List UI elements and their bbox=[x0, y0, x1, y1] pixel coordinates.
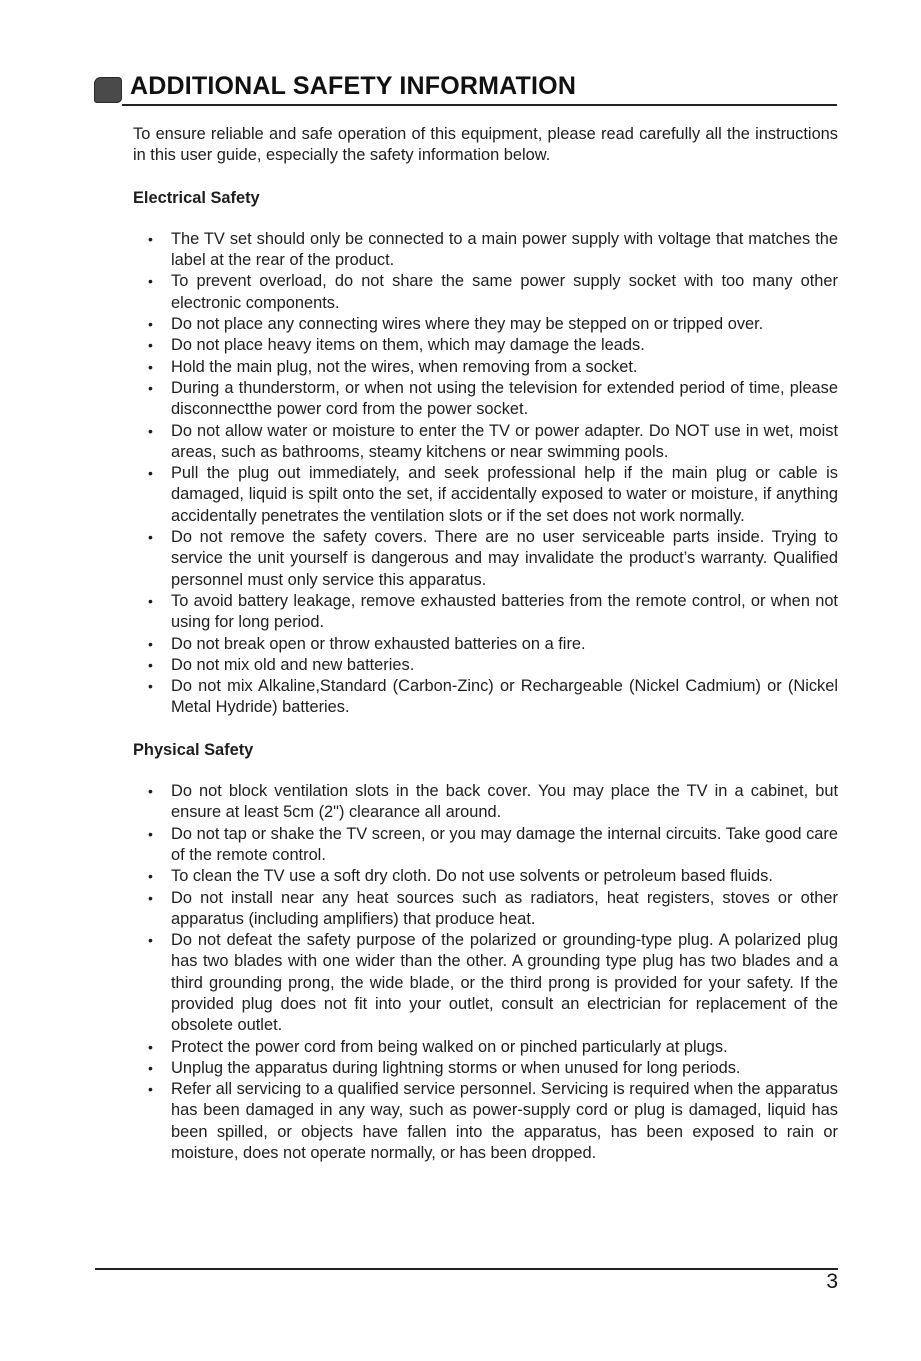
list-item-text: Protect the power cord from being walked on or pinched particularly at plugs. bbox=[171, 1037, 728, 1056]
list-item-text: Do not mix old and new batteries. bbox=[171, 655, 415, 674]
list-item bbox=[133, 824, 838, 867]
page-number: 3 bbox=[826, 1270, 838, 1293]
bullet-icon: • bbox=[148, 529, 153, 546]
header-tab-icon bbox=[94, 77, 122, 103]
list-item-text: To clean the TV use a soft dry cloth. Do not use solvents or petroleum based fluids. bbox=[171, 867, 773, 886]
list-item-text: Do not install near any heat sources such as radiators, heat registers, stoves or other apparatus (including amplifiers) that produce heat. bbox=[171, 888, 838, 928]
list-item-text: Do not defeat the safety purpose of the polarized or grounding-type plug. A polarized plug has two blades with one wider than the other. A grounding type plug has two blades and a third grounding prong, the wide blade, or the third prong is provided for your safety. If the provided plug does not fit into your outlet, consult an electrician for replacement of the obsolete outlet. bbox=[171, 931, 838, 1035]
bullet-icon: • bbox=[148, 230, 153, 247]
list-item-text: Do not place any connecting wires where they may be stepped on or tripped over. bbox=[171, 315, 764, 334]
list-item-text: Hold the main plug, not the wires, when removing from a socket. bbox=[171, 357, 638, 376]
bullet-icon: • bbox=[148, 825, 153, 842]
bullet-icon: • bbox=[148, 656, 153, 673]
list-item bbox=[133, 888, 838, 931]
list-item-text: Do not mix Alkaline,Standard (Carbon-Zinc) or Rechargeable (Nickel Cadmium) or (Nickel Metal Hydride) batteries. bbox=[171, 677, 838, 717]
bullet-icon: • bbox=[148, 273, 153, 290]
footer-rule bbox=[95, 1268, 838, 1270]
list-item-text: Do not block ventilation slots in the back cover. You may place the TV in a cabinet, but ensure at least 5cm (2") clearance all around. bbox=[171, 782, 838, 822]
bullet-icon: • bbox=[148, 592, 153, 609]
bullet-icon: • bbox=[148, 889, 153, 906]
bullet-icon: • bbox=[148, 1038, 153, 1055]
list-item bbox=[133, 1058, 838, 1079]
electrical-safety-list bbox=[133, 229, 838, 719]
bullet-icon: • bbox=[148, 783, 153, 800]
list-item-text: Do not tap or shake the TV screen, or you may damage the internal circuits. Take good care of the remote control. bbox=[171, 824, 838, 864]
list-item-text: Do not remove the safety covers. There are no user serviceable parts inside. Trying to service the unit yourself is dangerous and may invalidate the product’s warranty. Qualified personnel must only service this apparatus. bbox=[171, 528, 838, 589]
bullet-icon: • bbox=[148, 1059, 153, 1076]
list-item-text: Refer all servicing to a qualified service personnel. Servicing is required when the apparatus has been damaged in any way, such as power-supply cord or plug is damaged, liquid has been spilled, or objects have fallen into the apparatus, has been exposed to rain or moisture, does not operate normally, or has been dropped. bbox=[171, 1080, 838, 1163]
bullet-icon: • bbox=[148, 358, 153, 375]
electrical-safety-heading: Electrical Safety bbox=[133, 188, 260, 207]
list-item bbox=[133, 357, 838, 378]
list-item-text: Pull the plug out immediately, and seek professional help if the main plug or cable is damaged, liquid is spilt onto the set, if accidentally exposed to water or moisture, if anything accidentally penetrates the ventilation slots or if the set does not work normally. bbox=[171, 464, 838, 525]
page-title: ADDITIONAL SAFETY INFORMATION bbox=[130, 72, 577, 100]
bullet-icon: • bbox=[148, 635, 153, 652]
bullet-icon: • bbox=[148, 337, 153, 354]
bullet-icon: • bbox=[148, 422, 153, 439]
bullet-icon: • bbox=[148, 868, 153, 885]
intro-paragraph: To ensure reliable and safe operation of this equipment, please read carefully all the instructions in this user guide, especially the safety information below. bbox=[133, 125, 838, 165]
list-item bbox=[133, 271, 838, 314]
bullet-icon: • bbox=[148, 465, 153, 482]
list-item bbox=[133, 335, 838, 356]
bullet-icon: • bbox=[148, 932, 153, 949]
list-item-text: Do not allow water or moisture to enter the TV or power adapter. Do NOT use in wet, moist areas, such as bathrooms, steamy kitchens or near swimming pools. bbox=[171, 421, 838, 461]
page-content bbox=[133, 124, 838, 1164]
list-item bbox=[133, 314, 838, 335]
bullet-icon: • bbox=[148, 1081, 153, 1098]
list-item bbox=[133, 463, 838, 527]
list-item-text: Do not place heavy items on them, which may damage the leads. bbox=[171, 336, 645, 355]
list-item bbox=[133, 591, 838, 634]
list-item bbox=[133, 634, 838, 655]
list-item bbox=[133, 655, 838, 676]
physical-safety-list bbox=[133, 781, 838, 1164]
list-item-text: Unplug the apparatus during lightning storms or when unused for long periods. bbox=[171, 1058, 741, 1077]
list-item bbox=[133, 866, 838, 887]
list-item bbox=[133, 421, 838, 464]
list-item bbox=[133, 1079, 838, 1164]
list-item bbox=[133, 527, 838, 591]
header-rule bbox=[122, 104, 837, 106]
list-item bbox=[133, 930, 838, 1036]
bullet-icon: • bbox=[148, 316, 153, 333]
list-item-text: Do not break open or throw exhausted batteries on a fire. bbox=[171, 634, 586, 653]
list-item bbox=[133, 676, 838, 719]
bullet-icon: • bbox=[148, 678, 153, 695]
list-item bbox=[133, 378, 838, 421]
bullet-icon: • bbox=[148, 379, 153, 396]
list-item bbox=[133, 1037, 838, 1058]
list-item-text: To avoid battery leakage, remove exhausted batteries from the remote control, or when not using for long period. bbox=[171, 591, 838, 632]
list-item bbox=[133, 781, 838, 824]
list-item bbox=[133, 229, 838, 272]
list-item-text: During a thunderstorm, or when not using the television for extended period of time, please disconnectthe power cord from the power socket. bbox=[171, 378, 838, 419]
section-header bbox=[94, 74, 837, 106]
physical-safety-heading: Physical Safety bbox=[133, 740, 254, 759]
list-item-text: The TV set should only be connected to a main power supply with voltage that matches the label at the rear of the product. bbox=[171, 229, 838, 270]
list-item-text: To prevent overload, do not share the same power supply socket with too many other electronic components. bbox=[171, 272, 838, 312]
